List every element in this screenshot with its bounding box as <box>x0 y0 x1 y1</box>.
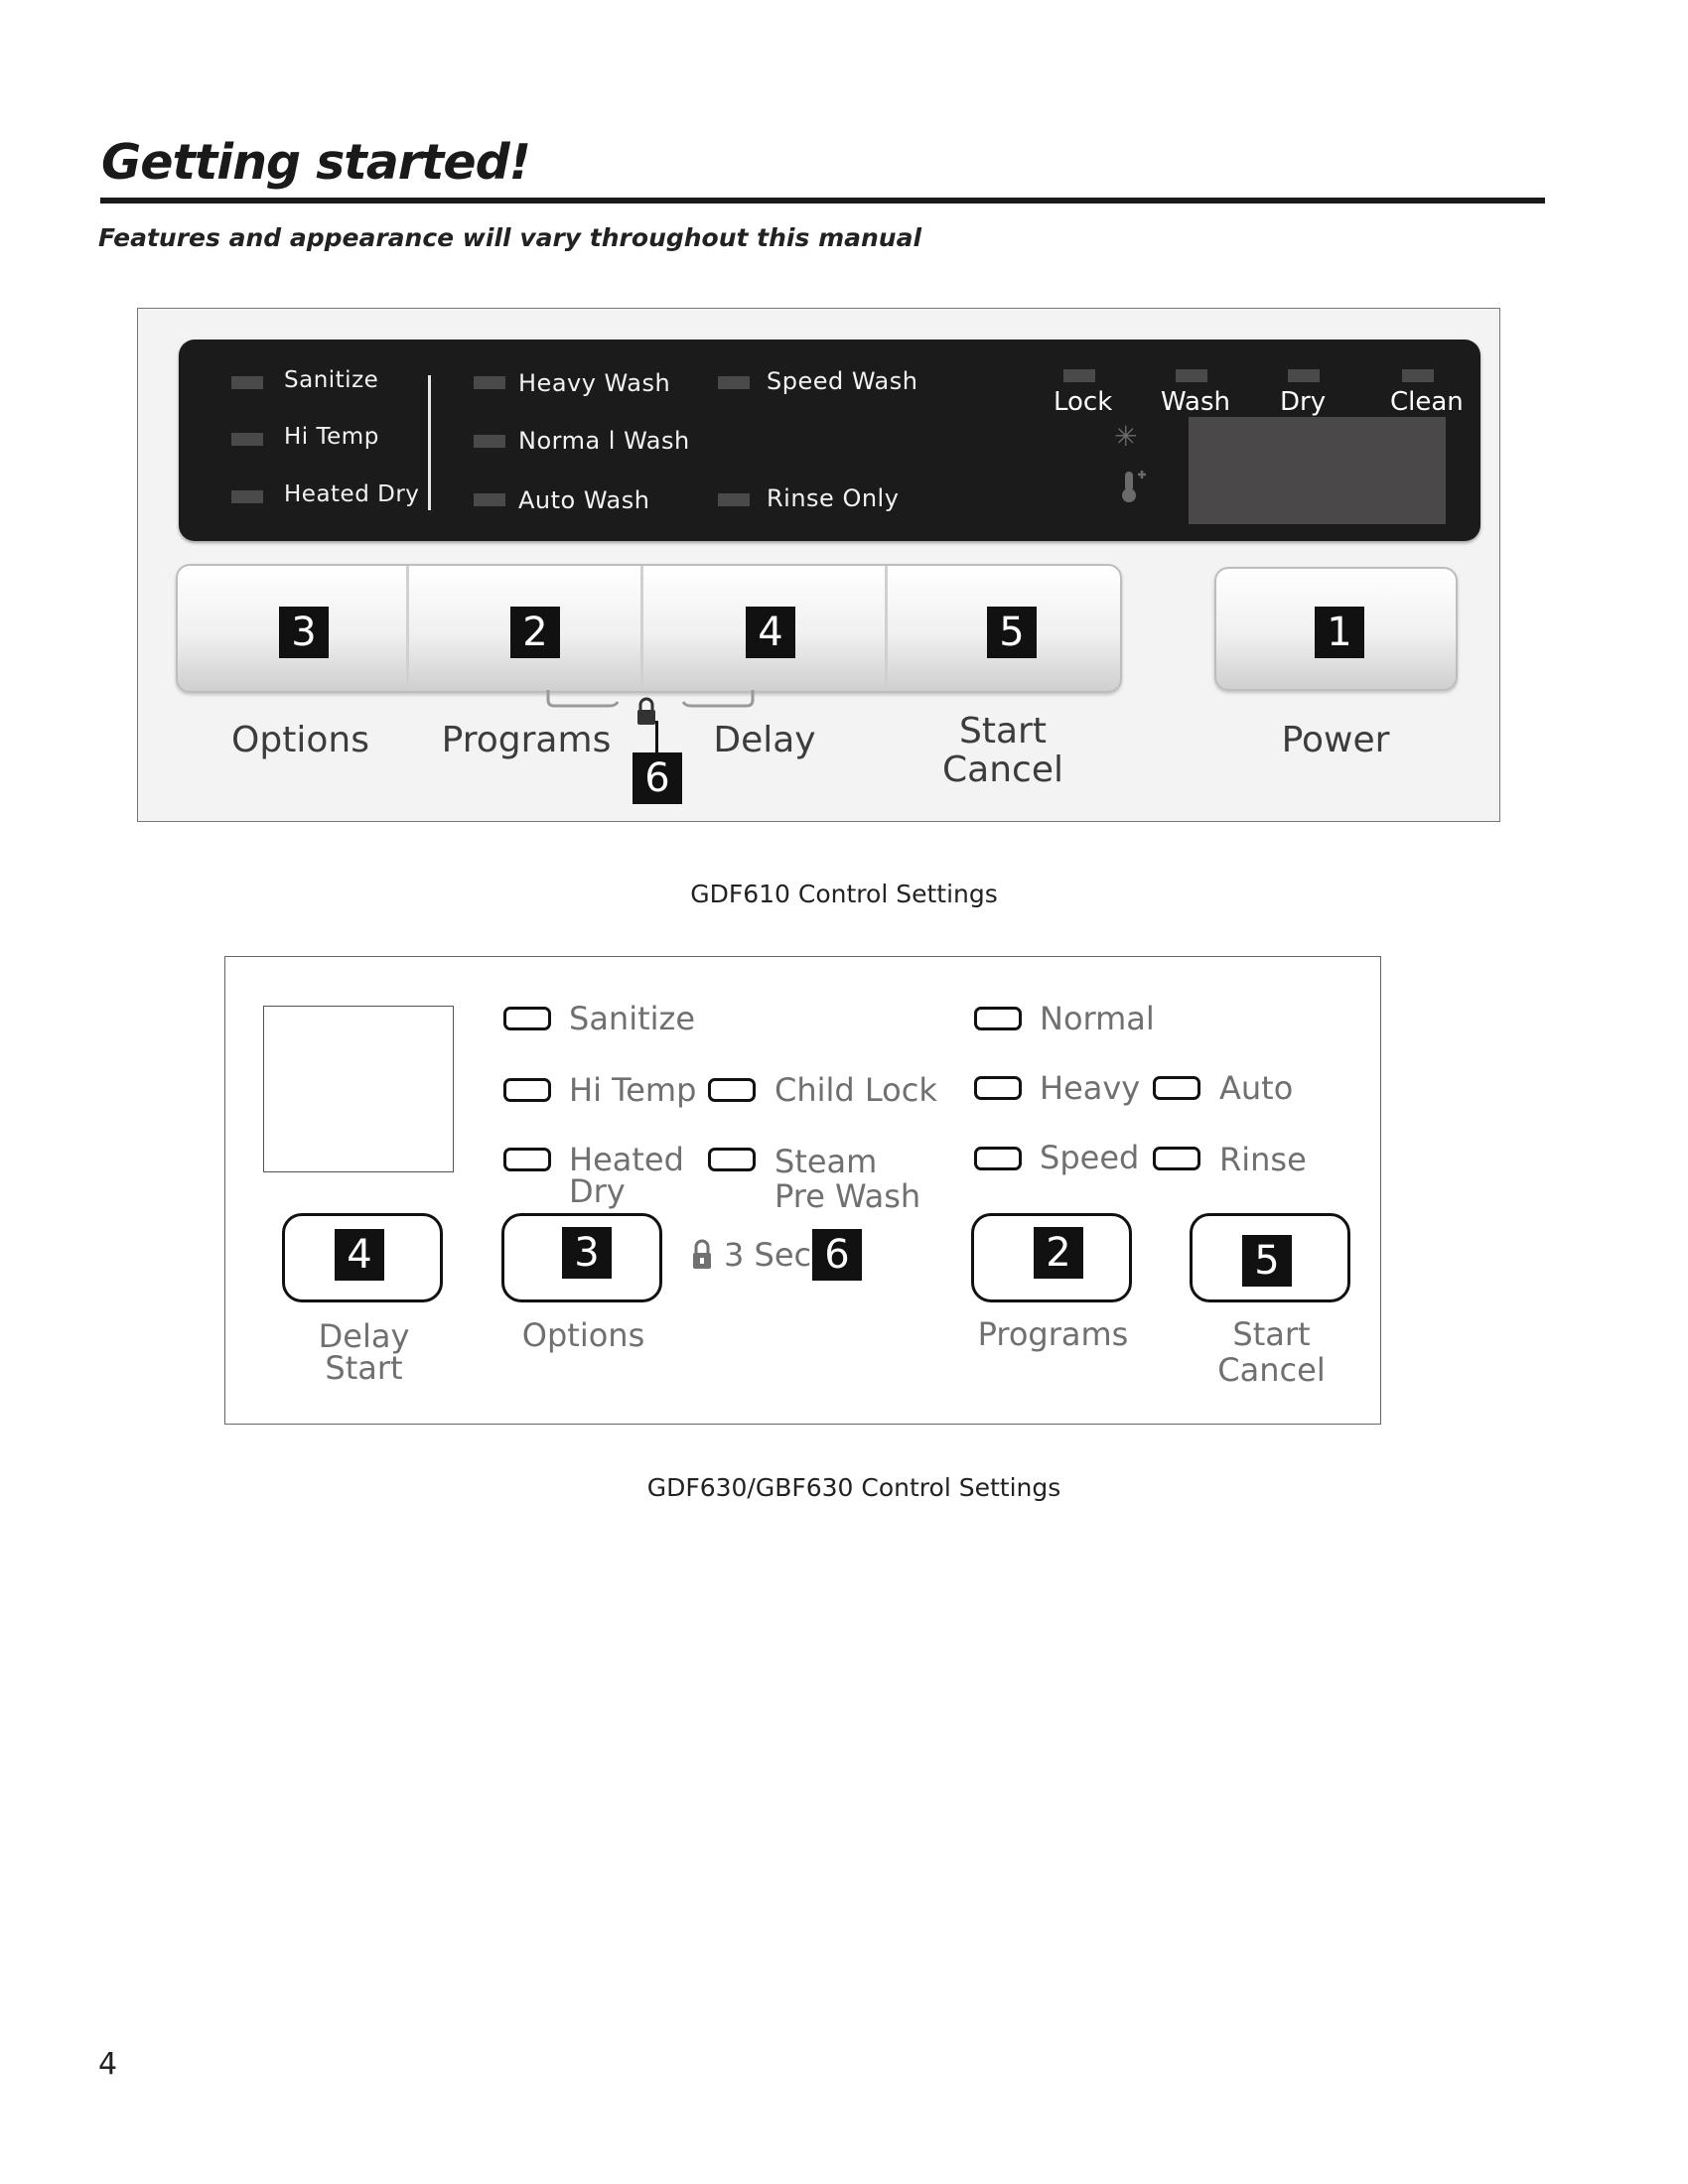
power-button-label: Power <box>1281 720 1390 760</box>
start-label: Start <box>959 711 1047 751</box>
clean-status-indicator <box>1402 369 1434 382</box>
lock-icon <box>635 697 657 731</box>
steam-label-line1: Steam <box>774 1143 878 1180</box>
delay-number-badge: 4 <box>746 607 795 658</box>
speed-wash-indicator <box>718 376 750 389</box>
rinse-only-label: Rinse Only <box>767 484 900 512</box>
heavy-label: Heavy <box>1040 1069 1141 1107</box>
sanitize-indicator <box>231 376 263 389</box>
lock-status-indicator <box>1063 369 1095 382</box>
rinse-label: Rinse <box>1219 1141 1307 1178</box>
steam-prewash-indicator <box>708 1148 756 1171</box>
auto-label: Auto <box>1219 1069 1294 1107</box>
child-lock-indicator <box>708 1078 756 1102</box>
auto-wash-indicator <box>474 493 505 506</box>
gdf610-display-panel <box>179 340 1480 541</box>
sanitize-label: Sanitize <box>284 367 379 393</box>
speed-indicator <box>974 1147 1022 1170</box>
sanitize-indicator <box>503 1007 551 1030</box>
sparkle-icon: ✳ <box>1114 420 1138 453</box>
cancel-label: Cancel <box>942 750 1063 790</box>
dry-status-label: Dry <box>1280 387 1327 417</box>
options-button-label: Options <box>521 1316 645 1354</box>
options-button-label: Options <box>231 720 369 760</box>
speed-label: Speed <box>1040 1139 1140 1176</box>
auto-indicator <box>1153 1076 1200 1100</box>
gdf630-caption: GDF630/GBF630 Control Settings <box>646 1473 1061 1502</box>
programs-button-label: Programs <box>441 720 612 760</box>
gdf610-caption: GDF610 Control Settings <box>690 880 998 908</box>
delay-label: Delay <box>318 1317 410 1355</box>
lock-number-badge: 6 <box>812 1229 862 1281</box>
power-number-badge: 1 <box>1315 607 1364 658</box>
delay-start-number-badge: 4 <box>335 1229 384 1281</box>
lock-number-badge: 6 <box>633 752 682 804</box>
auto-wash-label: Auto Wash <box>518 486 650 514</box>
wash-status-indicator <box>1176 369 1207 382</box>
options-divider <box>428 375 431 510</box>
normal-wash-indicator <box>474 435 505 448</box>
page-title: Getting started! <box>101 134 531 191</box>
programs-button-label: Programs <box>977 1315 1129 1353</box>
thermometer-icon <box>1118 469 1148 508</box>
normal-indicator <box>974 1007 1022 1030</box>
lock-status-label: Lock <box>1054 387 1113 417</box>
clean-status-label: Clean <box>1390 387 1464 417</box>
lock-pointer-line <box>655 721 658 752</box>
heated-dry-label-line1: Heated <box>569 1141 684 1178</box>
start-label: Start <box>325 1349 403 1387</box>
normal-wash-label: Norma l Wash <box>518 427 690 455</box>
heated-dry-indicator <box>503 1148 551 1171</box>
start-label: Start <box>1232 1315 1311 1353</box>
delay-button-label: Delay <box>713 720 816 760</box>
hi-temp-label: Hi Temp <box>284 424 379 450</box>
options-number-badge: 3 <box>562 1227 612 1279</box>
lock-icon <box>691 1239 713 1275</box>
child-lock-label: Child Lock <box>774 1071 937 1109</box>
start-cancel-number-badge: 5 <box>1242 1235 1292 1287</box>
normal-label: Normal <box>1040 1000 1155 1037</box>
wash-status-label: Wash <box>1161 387 1231 417</box>
heated-dry-label-line2: Dry <box>569 1172 626 1210</box>
heated-dry-label: Heated Dry <box>284 481 420 507</box>
start-cancel-number-badge: 5 <box>987 607 1037 658</box>
digital-display <box>1189 417 1446 524</box>
rinse-indicator <box>1153 1147 1200 1170</box>
sanitize-label: Sanitize <box>569 1000 696 1037</box>
programs-number-badge: 2 <box>510 607 560 658</box>
options-number-badge: 3 <box>279 607 329 658</box>
hi-temp-indicator <box>231 433 263 446</box>
programs-number-badge: 2 <box>1034 1227 1083 1279</box>
heavy-indicator <box>974 1076 1022 1100</box>
page-number: 4 <box>98 2047 118 2082</box>
steam-label-line2: Pre Wash <box>774 1177 921 1215</box>
hi-temp-label: Hi Temp <box>569 1071 697 1109</box>
speed-wash-label: Speed Wash <box>767 367 918 395</box>
title-rule <box>100 198 1545 204</box>
lock-hint-label: 3 Sec <box>724 1236 812 1274</box>
hi-temp-indicator <box>503 1078 551 1102</box>
heavy-wash-indicator <box>474 376 505 389</box>
page-subtitle: Features and appearance will vary throughout this manual <box>98 223 922 252</box>
dry-status-indicator <box>1288 369 1320 382</box>
cancel-label: Cancel <box>1217 1351 1326 1389</box>
rinse-only-indicator <box>718 493 750 506</box>
heated-dry-indicator <box>231 490 263 503</box>
heavy-wash-label: Heavy Wash <box>518 369 671 397</box>
digital-display <box>263 1006 454 1172</box>
